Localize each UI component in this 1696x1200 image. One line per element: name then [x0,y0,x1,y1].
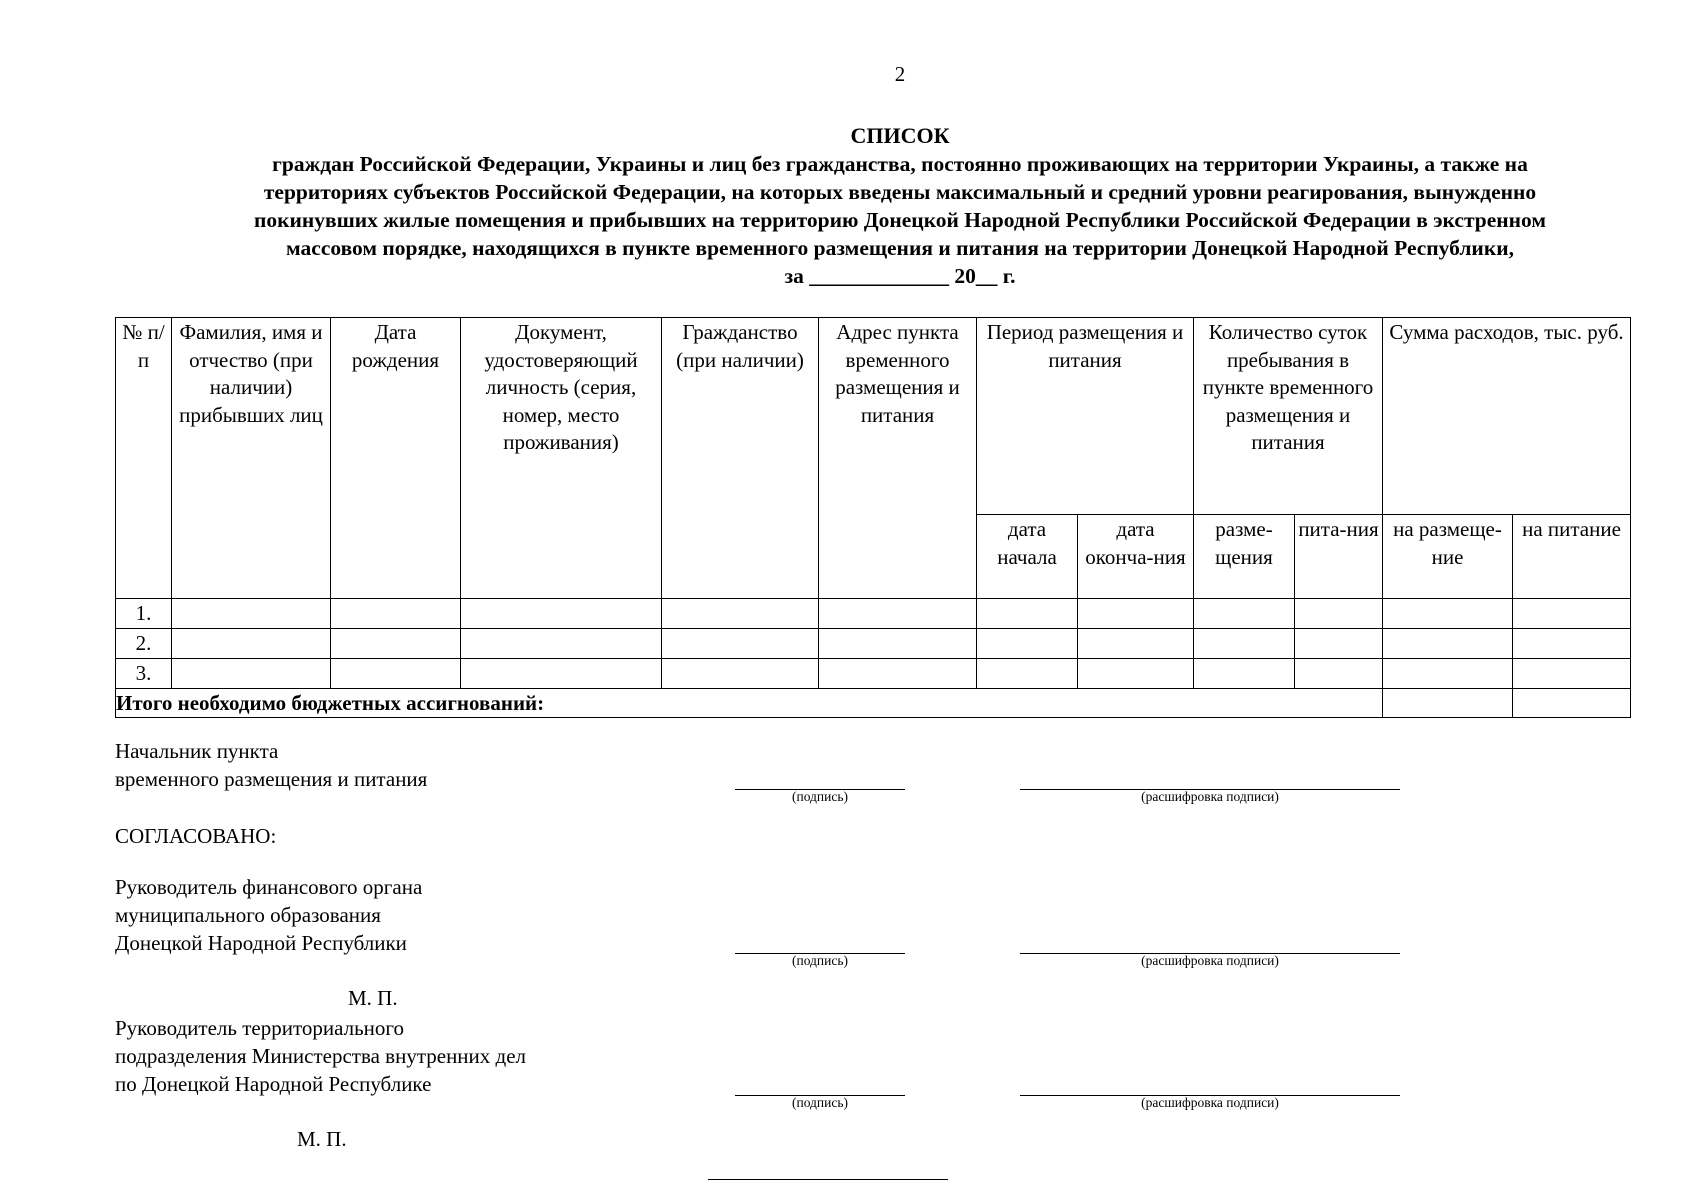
table-cell[interactable] [977,629,1078,659]
table-cell[interactable] [1078,629,1194,659]
decode-caption: (расшифровка подписи) [1141,1095,1279,1110]
table-cell[interactable] [1513,599,1631,629]
table-cell[interactable] [331,599,461,629]
table-cell[interactable] [461,599,662,629]
total-sum-accommodation[interactable] [1383,689,1513,718]
subheader-sum-accommodation: на размеще-ние [1383,515,1513,599]
table-cell[interactable] [1295,599,1383,629]
table-cell[interactable] [1078,659,1194,689]
row-number: 2. [116,629,172,659]
header-expense-sum: Сумма расходов, тыс. руб. [1383,318,1631,515]
page-number: 2 [894,62,906,86]
stamp-place-label: М. П. [348,986,398,1010]
table-cell[interactable] [331,629,461,659]
table-cell[interactable] [1295,659,1383,689]
table-cell[interactable] [1295,629,1383,659]
header-birth-date: Дата рождения [331,318,461,599]
chief-label: Начальник пункта временного размещения и питания [115,739,428,791]
table-cell[interactable] [172,659,331,689]
header-name: Фамилия, имя и отчество (при наличии) прибывших лиц [172,318,331,599]
table-cell[interactable] [662,599,819,629]
table-cell[interactable] [1383,629,1513,659]
total-row [116,689,1631,718]
subheader-date-end: дата оконча-ния [1078,515,1194,599]
title-line-1: граждан Российской Федерации, Украины и лиц без гражданства, постоянно проживающих на территории Украины, а также на [272,152,1528,176]
signature-caption: (подпись) [791,953,849,968]
table-cell[interactable] [1194,599,1295,629]
total-sum-food[interactable] [1513,689,1631,718]
subheader-days-food: пита-ния [1295,515,1383,599]
table-cell[interactable] [819,599,977,629]
table-cell[interactable] [1513,659,1631,689]
table-row [116,659,1631,689]
header-identity-document: Документ, удостоверяющий личность (серия, номер, место проживания) [461,318,662,599]
table-cell[interactable] [461,629,662,659]
header-num: № п/п [116,318,172,599]
title-line-2: территориях субъектов Российской Федерации, на которых введены максимальный и средний уровни реагирования, вынужденно [263,180,1537,204]
agreed-label: СОГЛАСОВАНО: [115,824,277,848]
title-period-line: за _____________ 20__ г. [784,264,1016,288]
roster-table [115,317,1631,718]
signature-caption: (подпись) [791,1095,849,1110]
table-cell[interactable] [461,659,662,689]
table-cell[interactable] [662,659,819,689]
table-cell[interactable] [819,659,977,689]
signature-caption: (подпись) [791,789,849,804]
table-cell[interactable] [1383,659,1513,689]
finance-head-label: Руководитель финансового органа муниципального образования Донецкой Народной Республики [115,875,423,955]
decode-caption: (расшифровка подписи) [1141,953,1279,968]
decode-caption: (расшифровка подписи) [1141,789,1279,804]
mvd-head-label: Руководитель территориального подразделения Министерства внутренних дел по Донецкой Народной Республике [115,1016,527,1096]
table-cell[interactable] [172,599,331,629]
subheader-days-accommodation: разме-щения [1194,515,1295,599]
table-cell[interactable] [1383,599,1513,629]
subheader-date-start: дата начала [977,515,1078,599]
row-number: 1. [116,599,172,629]
table-cell[interactable] [819,629,977,659]
table-cell[interactable] [1194,659,1295,689]
table-cell[interactable] [331,659,461,689]
table-row [116,599,1631,629]
table-cell[interactable] [977,659,1078,689]
table-cell[interactable] [1078,599,1194,629]
row-number: 3. [116,659,172,689]
table-cell[interactable] [1513,629,1631,659]
header-days-count: Количество суток пребывания в пункте временного размещения и питания [1194,318,1383,515]
document-title [150,122,1650,290]
title-heading: СПИСОК [850,123,950,148]
closing-rule [708,1179,948,1180]
stamp-place-label: М. П. [297,1127,347,1151]
table-cell[interactable] [977,599,1078,629]
header-period: Период размещения и питания [977,318,1194,515]
table-cell[interactable] [172,629,331,659]
title-line-4: массовом порядке, находящихся в пункте временного размещения и питания на территории Донецкой Народной Республики, [286,236,1514,260]
table-cell[interactable] [662,629,819,659]
subheader-sum-food: на питание [1513,515,1631,599]
header-citizenship: Гражданство (при наличии) [662,318,819,599]
total-label: Итого необходимо бюджетных ассигнований: [116,689,1383,718]
header-address: Адрес пункта временного размещения и питания [819,318,977,599]
table-cell[interactable] [1194,629,1295,659]
table-row [116,629,1631,659]
title-line-3: покинувших жилые помещения и прибывших на территорию Донецкой Народной Республики Российской Федерации в экстренном [253,208,1547,232]
